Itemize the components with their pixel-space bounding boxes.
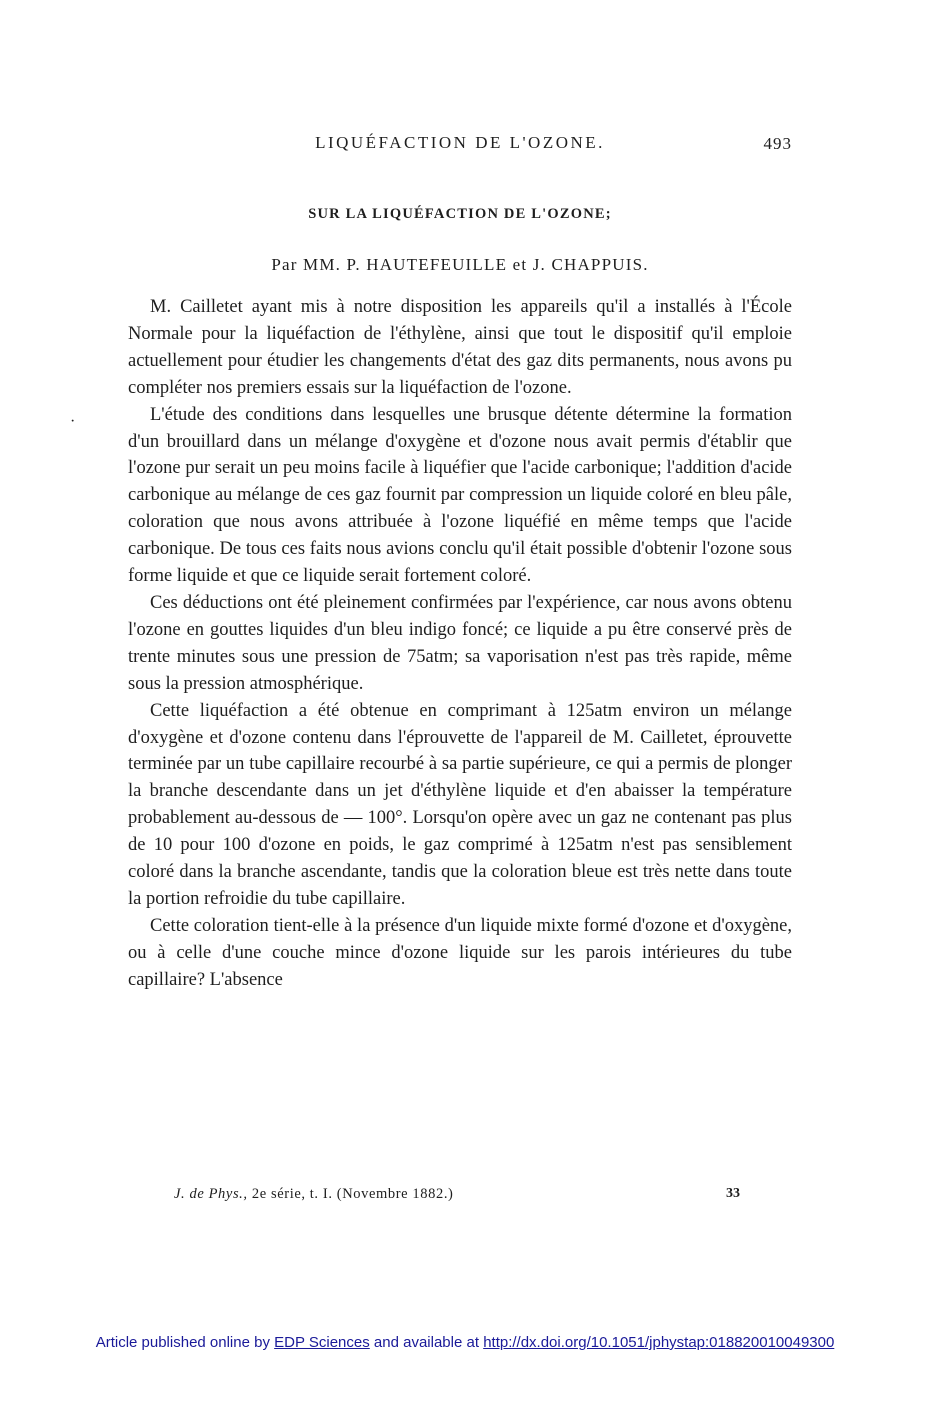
paragraph-1: M. Cailletet ayant mis à notre disposition les appareils qu'il a installés à l'École Normale pour la liquéfaction de l'éthylène, ainsi que tout le dispositif qu'il emploie actuellement pour étudier les changements d'état des gaz dits permanents, nous avons pu compléter nos premiers essais sur la liquéfaction de l'ozone. — [128, 297, 792, 398]
footer-citation — [174, 1186, 453, 1203]
paragraph-2: L'étude des conditions dans lesquelles une brusque détente détermine la formation d'un brouillard dans un mélange d'oxygène et d'ozone nous avait permis d'établir que l'ozone pur serait un peu moins facile à liquéfier que l'acide carbonique; l'addition d'acide carbonique au mélange de ces gaz fournit par compression un liquide coloré en bleu pâle, coloration que nous avons attribuée à l'ozone liquéfié en même temps que l'acide carbonique. De tous ces faits nous avions conclu qu'il était possible d'obtenir l'ozone sous forme liquide et que ce liquide serait fortement coloré. — [128, 404, 792, 587]
paragraph-5: Cette coloration tient-elle à la présence d'un liquide mixte formé d'ozone et d'oxygène, ou à celle d'une couche mince d'ozone liquide sur les parois intérieures du tube capillaire? L'absence — [128, 915, 792, 990]
page-number: 493 — [763, 134, 792, 153]
notice-middle: and available at — [373, 1334, 480, 1351]
running-head — [128, 133, 792, 157]
article-byline: Par MM. P. HAUTEFEUILLE et J. CHAPPUIS. — [271, 255, 649, 274]
citation-journal: J. de Phys., — [174, 1186, 248, 1202]
citation-details: 2e série, t. I. (Novembre 1882.) — [251, 1186, 454, 1202]
signature-mark: 33 — [726, 1186, 740, 1201]
page-footer — [128, 1186, 792, 1208]
online-notice — [0, 1334, 930, 1351]
doi-link[interactable]: http://dx.doi.org/10.1051/jphystap:018820010049300 — [483, 1334, 835, 1351]
running-title: LIQUÉFACTION DE L'OZONE. — [315, 133, 605, 152]
margin-mark: · — [70, 413, 76, 430]
publisher-link[interactable]: EDP Sciences — [274, 1334, 370, 1351]
article-title: SUR LA LIQUÉFACTION DE L'OZONE; — [308, 206, 612, 222]
paragraph-4: Cette liquéfaction a été obtenue en comprimant à 125atm environ un mélange d'oxygène et d'ozone contenu dans l'éprouvette de l'appareil de M. Cailletet, éprouvette terminée par un tube capillaire recourbé à sa partie supérieure, ce qui a permis de plonger la branche descendante dans un jet d'éthylène liquide et d'en abaisser la température probablement au-dessous de — 100°. Lorsqu'on opère avec un gaz ne contenant pas plus de 10 pour 100 d'ozone en poids, le gaz comprimé à 125atm n'est pas sensiblement coloré dans la branche ascendante, tandis que la coloration bleue est très nette dans toute la portion refroidie du tube capillaire. — [128, 700, 792, 909]
notice-prefix: Article published online by — [95, 1334, 270, 1351]
article-body — [128, 294, 792, 994]
paragraph-3: Ces déductions ont été pleinement confirmées par l'expérience, car nous avons obtenu l'ozone en gouttes liquides d'un bleu indigo foncé; ce liquide a pu être conservé près de trente minutes sous une pression de 75atm; sa vaporisation n'est pas très rapide, même sous la pression atmosphérique. — [128, 592, 792, 694]
